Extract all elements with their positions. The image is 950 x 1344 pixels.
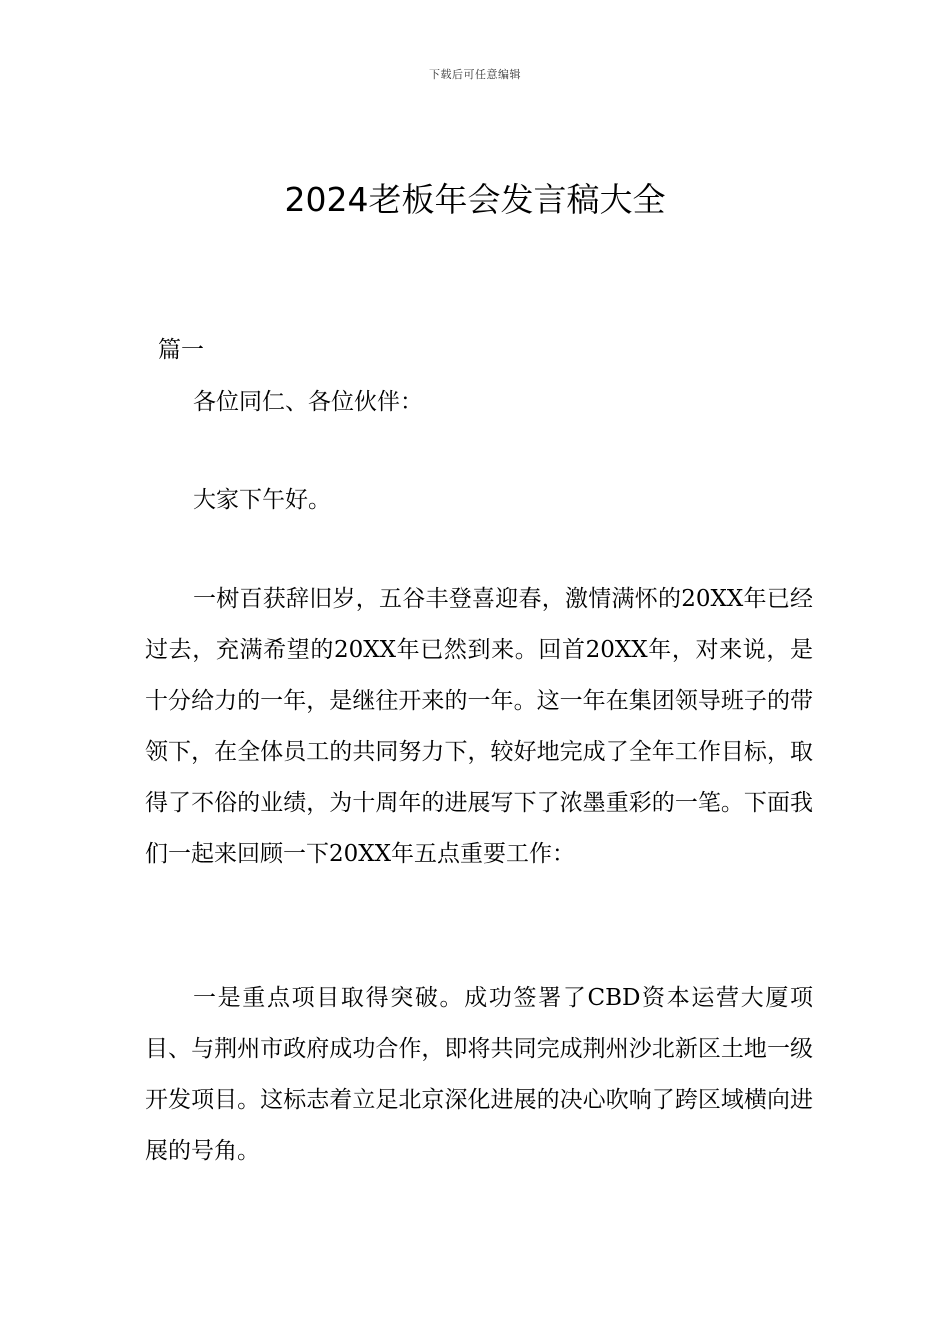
paragraph-review: 一树百获辞旧岁，五谷丰登喜迎春，激情满怀的20XX年已经过去，充满希望的20XX年已然到来。回首20XX年，对来说，是十分给力的一年，是继往开来的一年。这一年在集团领导班子的带领下，在全体员工的共同努力下，较好地完成了全年工作目标，取得了不俗的业绩，为十周年的进展写下了浓墨重彩的一笔。下面我们一起来回顾一下20XX年五点重要工作： [145, 586, 813, 867]
paragraph-greeting: 各位同仁、各位伙伴： [193, 389, 423, 415]
paragraph-hello: 大家下午好。 [193, 487, 331, 513]
page-title: 2024老板年会发言稿大全 [284, 180, 666, 219]
section-label: 篇一 [158, 337, 204, 363]
paragraph-point-one: 一是重点项目取得突破。成功签署了CBD资本运营大厦项目、与荆州市政府成功合作，即将共同完成荆州沙北新区土地一级开发项目。这标志着立足北京深化进展的决心吹响了跨区域横向进展的号角。 [145, 985, 813, 1164]
header-note: 下载后可任意编辑 [429, 68, 521, 81]
